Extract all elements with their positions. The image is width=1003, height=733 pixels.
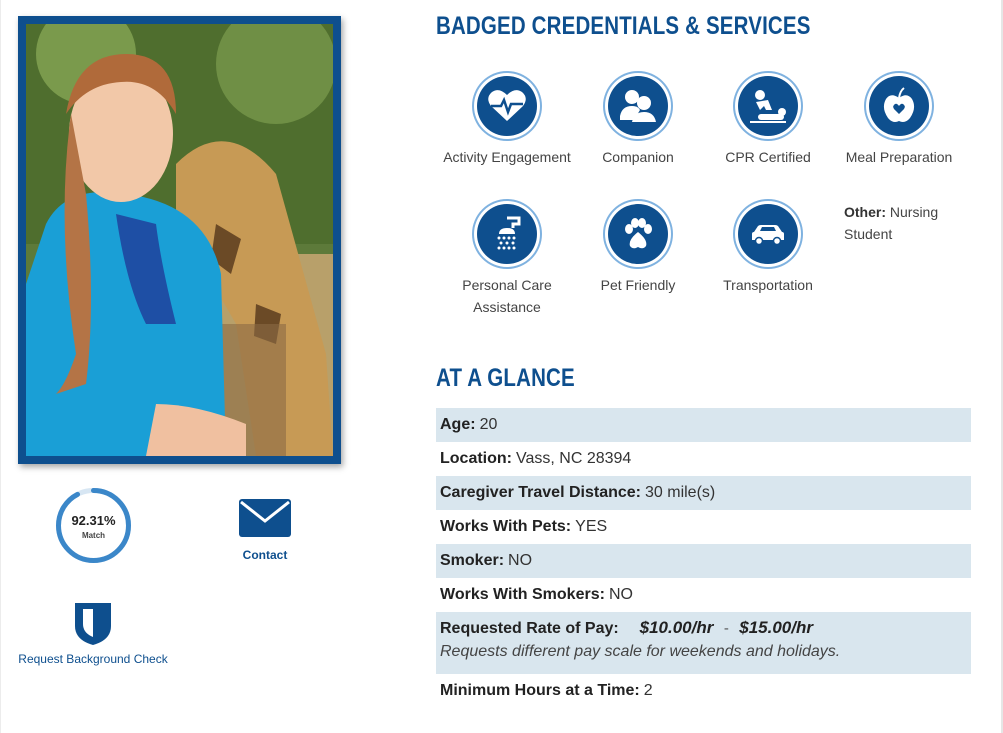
badge-label: Meal Preparation [845,149,953,165]
envelope-icon [239,497,291,537]
badge-label: Pet Friendly [600,277,676,293]
glance-row-age [436,408,971,442]
rate-separator: - [723,620,729,637]
glance-row-smoker [436,544,971,578]
cpr-icon [738,76,798,136]
badge-personal-care-assistance [442,202,572,318]
glance-table [436,408,971,708]
other-credential [844,201,974,245]
glance-heading: AT A GLANCE [436,364,575,392]
badge-meal-preparation [834,74,964,168]
heart-monitor-icon [477,76,537,136]
shower-icon [477,204,537,264]
badge-label: Transportation [723,277,813,293]
row-value: NO [508,552,533,569]
glance-row-pets [436,510,971,544]
rate-note: Requests different pay scale for weekends and holidays. [440,643,841,660]
row-value: 2 [643,682,653,699]
glance-row-location [436,442,971,476]
row-label: Minimum Hours at a Time: [440,682,640,699]
glance-row-min-hours [436,674,971,708]
rate-max: $15.00/hr [739,618,813,637]
contact-button[interactable] [224,497,306,562]
background-check-label: Request Background Check [18,652,168,666]
other-label: Other: [844,204,886,220]
row-label: Location: [440,450,512,467]
people-icon [608,76,668,136]
row-label: Works With Pets: [440,518,572,535]
row-label: Works With Smokers: [440,586,605,603]
shield-icon [74,602,112,646]
profile-photo [26,24,333,456]
car-icon [738,204,798,264]
match-label: Match [81,531,106,540]
badge-label: Companion [602,149,674,165]
apple-icon [869,76,929,136]
credentials-heading: BADGED CREDENTIALS & SERVICES [436,12,811,40]
badge-label: Personal Care Assistance [462,277,552,315]
badge-companion [573,74,703,168]
glance-row-rate [436,612,971,674]
badge-label: CPR Certified [725,149,811,165]
row-label: Caregiver Travel Distance: [440,484,641,501]
match-percent: 92.31% [71,513,116,528]
request-background-check-button[interactable] [18,602,168,666]
badge-label: Activity Engagement [443,149,571,165]
row-label: Requested Rate of Pay: [440,620,619,637]
profile-photo-frame [18,16,341,464]
match-score [55,487,132,564]
row-label: Smoker: [440,552,505,569]
other-value: Nursing Student [844,204,939,242]
glance-row-travel [436,476,971,510]
paw-icon [608,204,668,264]
glance-row-works-with-smokers [436,578,971,612]
badge-activity-engagement [442,74,572,168]
badge-pet-friendly [573,202,703,296]
row-value: NO [608,586,633,603]
contact-label: Contact [242,548,288,562]
row-value: YES [575,518,608,535]
badge-cpr-certified [703,74,833,168]
rate-min: $10.00/hr [639,618,714,637]
row-value: 20 [479,416,498,433]
row-label: Age: [440,416,476,433]
row-value: Vass, NC 28394 [516,450,632,467]
row-value: 30 mile(s) [645,484,716,501]
badge-transportation [703,202,833,296]
